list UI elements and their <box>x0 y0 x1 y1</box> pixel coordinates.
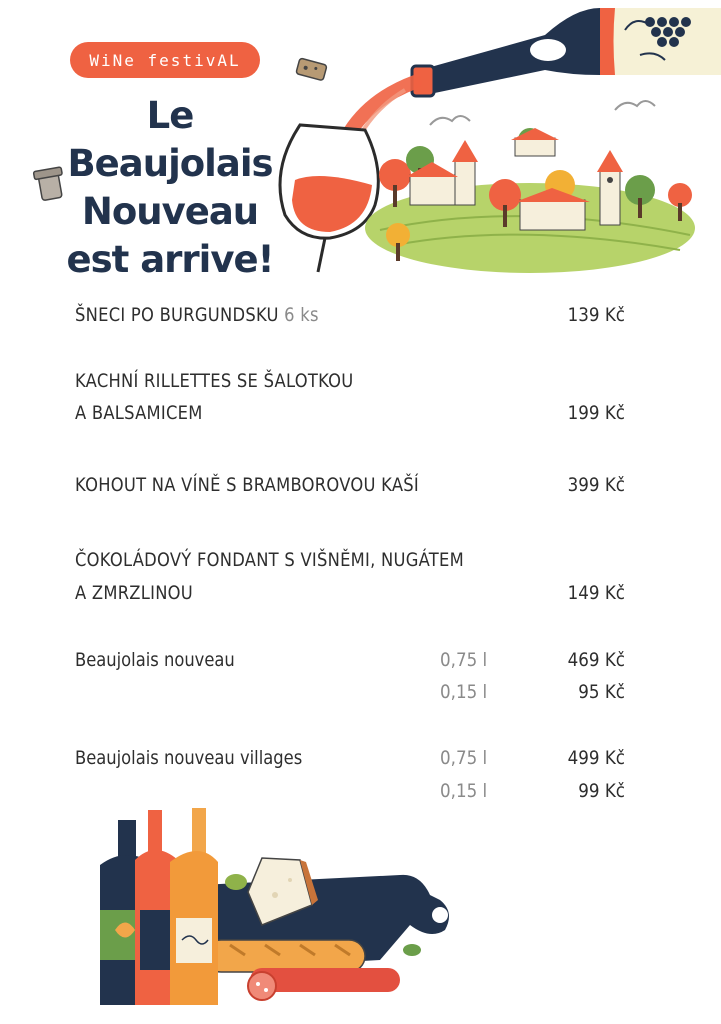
wine-2-name: Beaujolais nouveau villages <box>75 747 303 769</box>
title-line-3: est arrive! <box>66 238 274 281</box>
wine-1-volume-1: 0,75 l <box>440 649 488 671</box>
baguette-icon <box>205 940 365 972</box>
house-icon <box>511 128 559 156</box>
menu-item-3-name: KOHOUT NA VÍNĚ S BRAMBOROVOU KAŠÍ <box>75 474 419 496</box>
cork-icon <box>33 167 66 201</box>
wine-bottle-icon <box>170 808 218 1005</box>
church-icon <box>597 150 623 225</box>
menu-item-1-name <box>75 304 319 326</box>
menu-item-4-name-line1: ČOKOLÁDOVÝ FONDANT S VIŠNĚMI, NUGÁTEM <box>75 549 464 571</box>
wine-1-volume-2: 0,15 l <box>440 681 488 703</box>
title-line-2: Nouveau <box>81 190 259 233</box>
olive-icon <box>225 874 247 890</box>
wine-2-price-1: 499 Kč <box>567 747 625 769</box>
menu-item-4-name-line2: A ZMRZLINOU <box>75 582 194 604</box>
wine-1-name: Beaujolais nouveau <box>75 649 235 671</box>
cork-icon <box>296 58 327 81</box>
food-wine-illustration <box>0 800 721 1024</box>
olive-icon <box>403 944 421 956</box>
wine-village-illustration <box>0 0 721 280</box>
wine-2-volume-2: 0,15 l <box>440 780 488 802</box>
menu-item-1-note: 6 ks <box>284 304 319 326</box>
menu-item-2-price: 199 Kč <box>567 402 625 424</box>
wine-2-price-2: 99 Kč <box>578 780 625 802</box>
menu-item-1-price: 139 Kč <box>567 304 625 326</box>
menu-item-4-price: 149 Kč <box>567 582 625 604</box>
menu-item-3-price: 399 Kč <box>567 474 625 496</box>
salami-icon <box>248 968 400 1000</box>
wine-glass-icon <box>280 125 378 272</box>
wine-2-volume-1: 0,75 l <box>440 747 488 769</box>
wine-1-price-2: 95 Kč <box>578 681 625 703</box>
menu-item-2-name-line2: A BALSAMICEM <box>75 402 203 424</box>
title-line-1: Le Beaujolais <box>67 94 273 185</box>
wine-bottle-icon <box>412 8 721 96</box>
menu-item-2-name-line1: KACHNÍ RILLETTES SE ŠALOTKOU <box>75 370 354 392</box>
wine-festival-badge: WiNe festivAL <box>70 42 260 78</box>
menu-item-1-label: ŠNECI PO BURGUNDSKU <box>75 304 279 326</box>
wine-1-price-1: 469 Kč <box>567 649 625 671</box>
